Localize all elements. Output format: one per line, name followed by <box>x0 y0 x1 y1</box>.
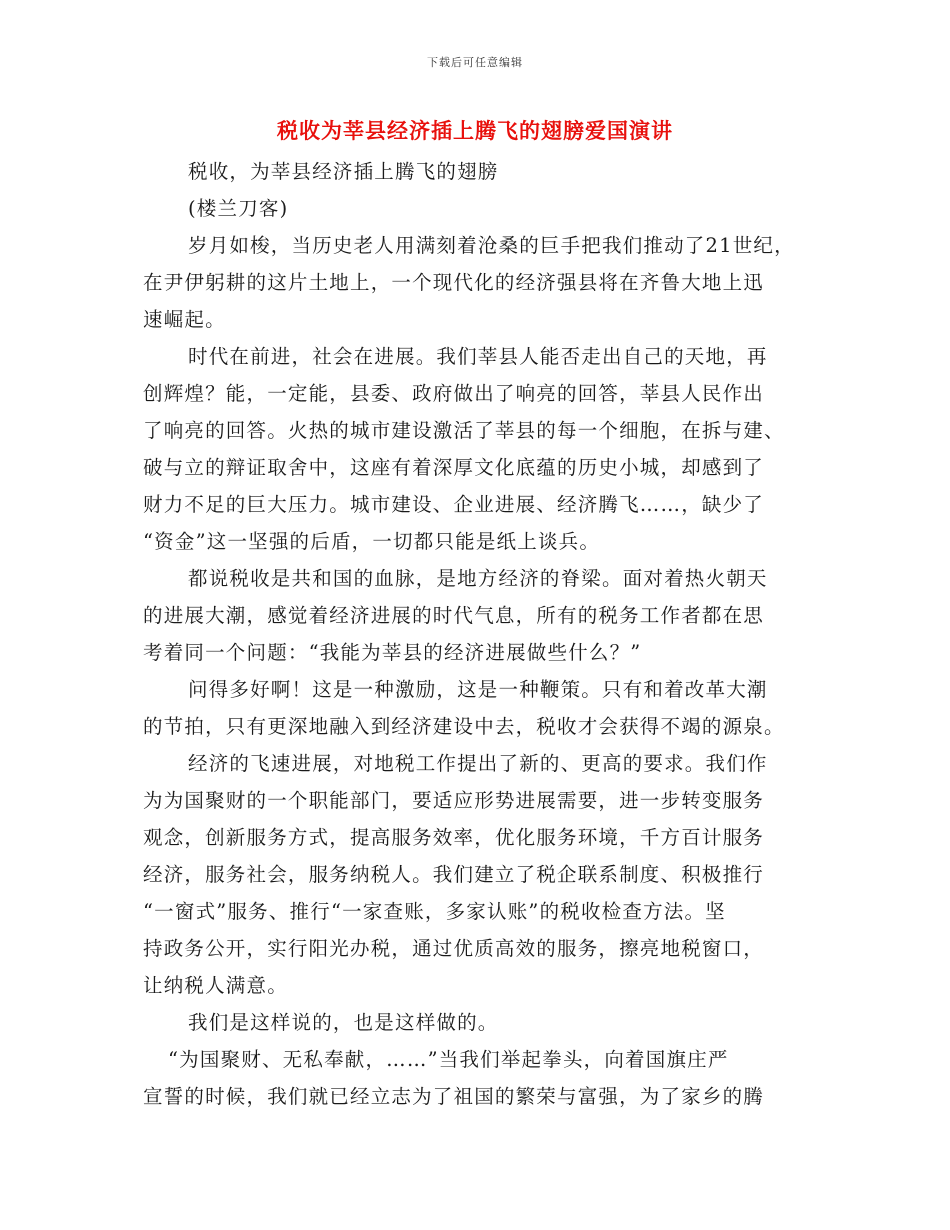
body-line: “为国聚财、无私奉献，……”当我们举起拳头，向着国旗庄严 <box>168 1048 729 1071</box>
body-line: “资金”这一坚强的后盾，一切都只能是纸上谈兵。 <box>143 530 601 553</box>
body-line: 速崛起。 <box>143 308 226 331</box>
body-line: 创辉煌？能，一定能，县委、政府做出了响亮的回答，莘县人民作出 <box>143 382 765 405</box>
body-line: 问得多好啊！这是一种激励，这是一种鞭策。只有和着改革大潮 <box>188 678 768 701</box>
body-line: 经济，服务社会，服务纳税人。我们建立了税企联系制度、积极推行 <box>143 863 765 886</box>
body-line: 观念，创新服务方式，提高服务效率，优化服务环境，千方百计服务 <box>143 826 765 849</box>
body-line: 岁月如梭，当历史老人用满刻着沧桑的巨手把我们推动了21世纪， <box>188 234 795 257</box>
page-header-note: 下载后可任意编辑 <box>427 56 523 69</box>
body-line: 让纳税人满意。 <box>143 974 288 997</box>
body-line: “一窗式”服务、推行“一家查账，多家认账”的税收检查方法。坚 <box>143 900 726 923</box>
body-line: 在尹伊躬耕的这片土地上，一个现代化的经济强县将在齐鲁大地上迅 <box>143 271 765 294</box>
body-line: 持政务公开，实行阳光办税，通过优质高效的服务，擦亮地税窗口， <box>143 937 765 960</box>
body-line: 时代在前进，社会在进展。我们莘县人能否走出自己的天地，再 <box>188 345 768 368</box>
body-line: 破与立的辩证取舍中，这座有着深厚文化底蕴的历史小城，却感到了 <box>143 456 765 479</box>
body-line: 为为国聚财的一个职能部门，要适应形势进展需要，进一步转变服务 <box>143 789 765 812</box>
document-title: 税收为莘县经济插上腾飞的翅膀爱国演讲 <box>277 118 673 143</box>
body-line: 考着同一个问题：“我能为莘县的经济进展做些什么？” <box>143 641 642 664</box>
body-line: 宣誓的时候，我们就已经立志为了祖国的繁荣与富强，为了家乡的腾 <box>143 1085 765 1108</box>
body-line: (楼兰刀客) <box>188 197 289 220</box>
body-line: 经济的飞速进展，对地税工作提出了新的、更高的要求。我们作 <box>188 752 768 775</box>
body-line: 了响亮的回答。火热的城市建设激活了莘县的每一个细胞，在拆与建、 <box>143 419 785 442</box>
body-line: 财力不足的巨大压力。城市建设、企业进展、经济腾飞……，缺少了 <box>143 493 765 516</box>
body-line: 都说税收是共和国的血脉，是地方经济的脊梁。面对着热火朝天 <box>188 567 768 590</box>
body-line: 税收，为莘县经济插上腾飞的翅膀 <box>188 160 499 183</box>
body-line: 的节拍，只有更深地融入到经济建设中去，税收才会获得不竭的源泉。 <box>143 715 785 738</box>
body-line: 的进展大潮，感觉着经济进展的时代气息，所有的税务工作者都在思 <box>143 604 765 627</box>
body-line: 我们是这样说的，也是这样做的。 <box>188 1011 499 1034</box>
